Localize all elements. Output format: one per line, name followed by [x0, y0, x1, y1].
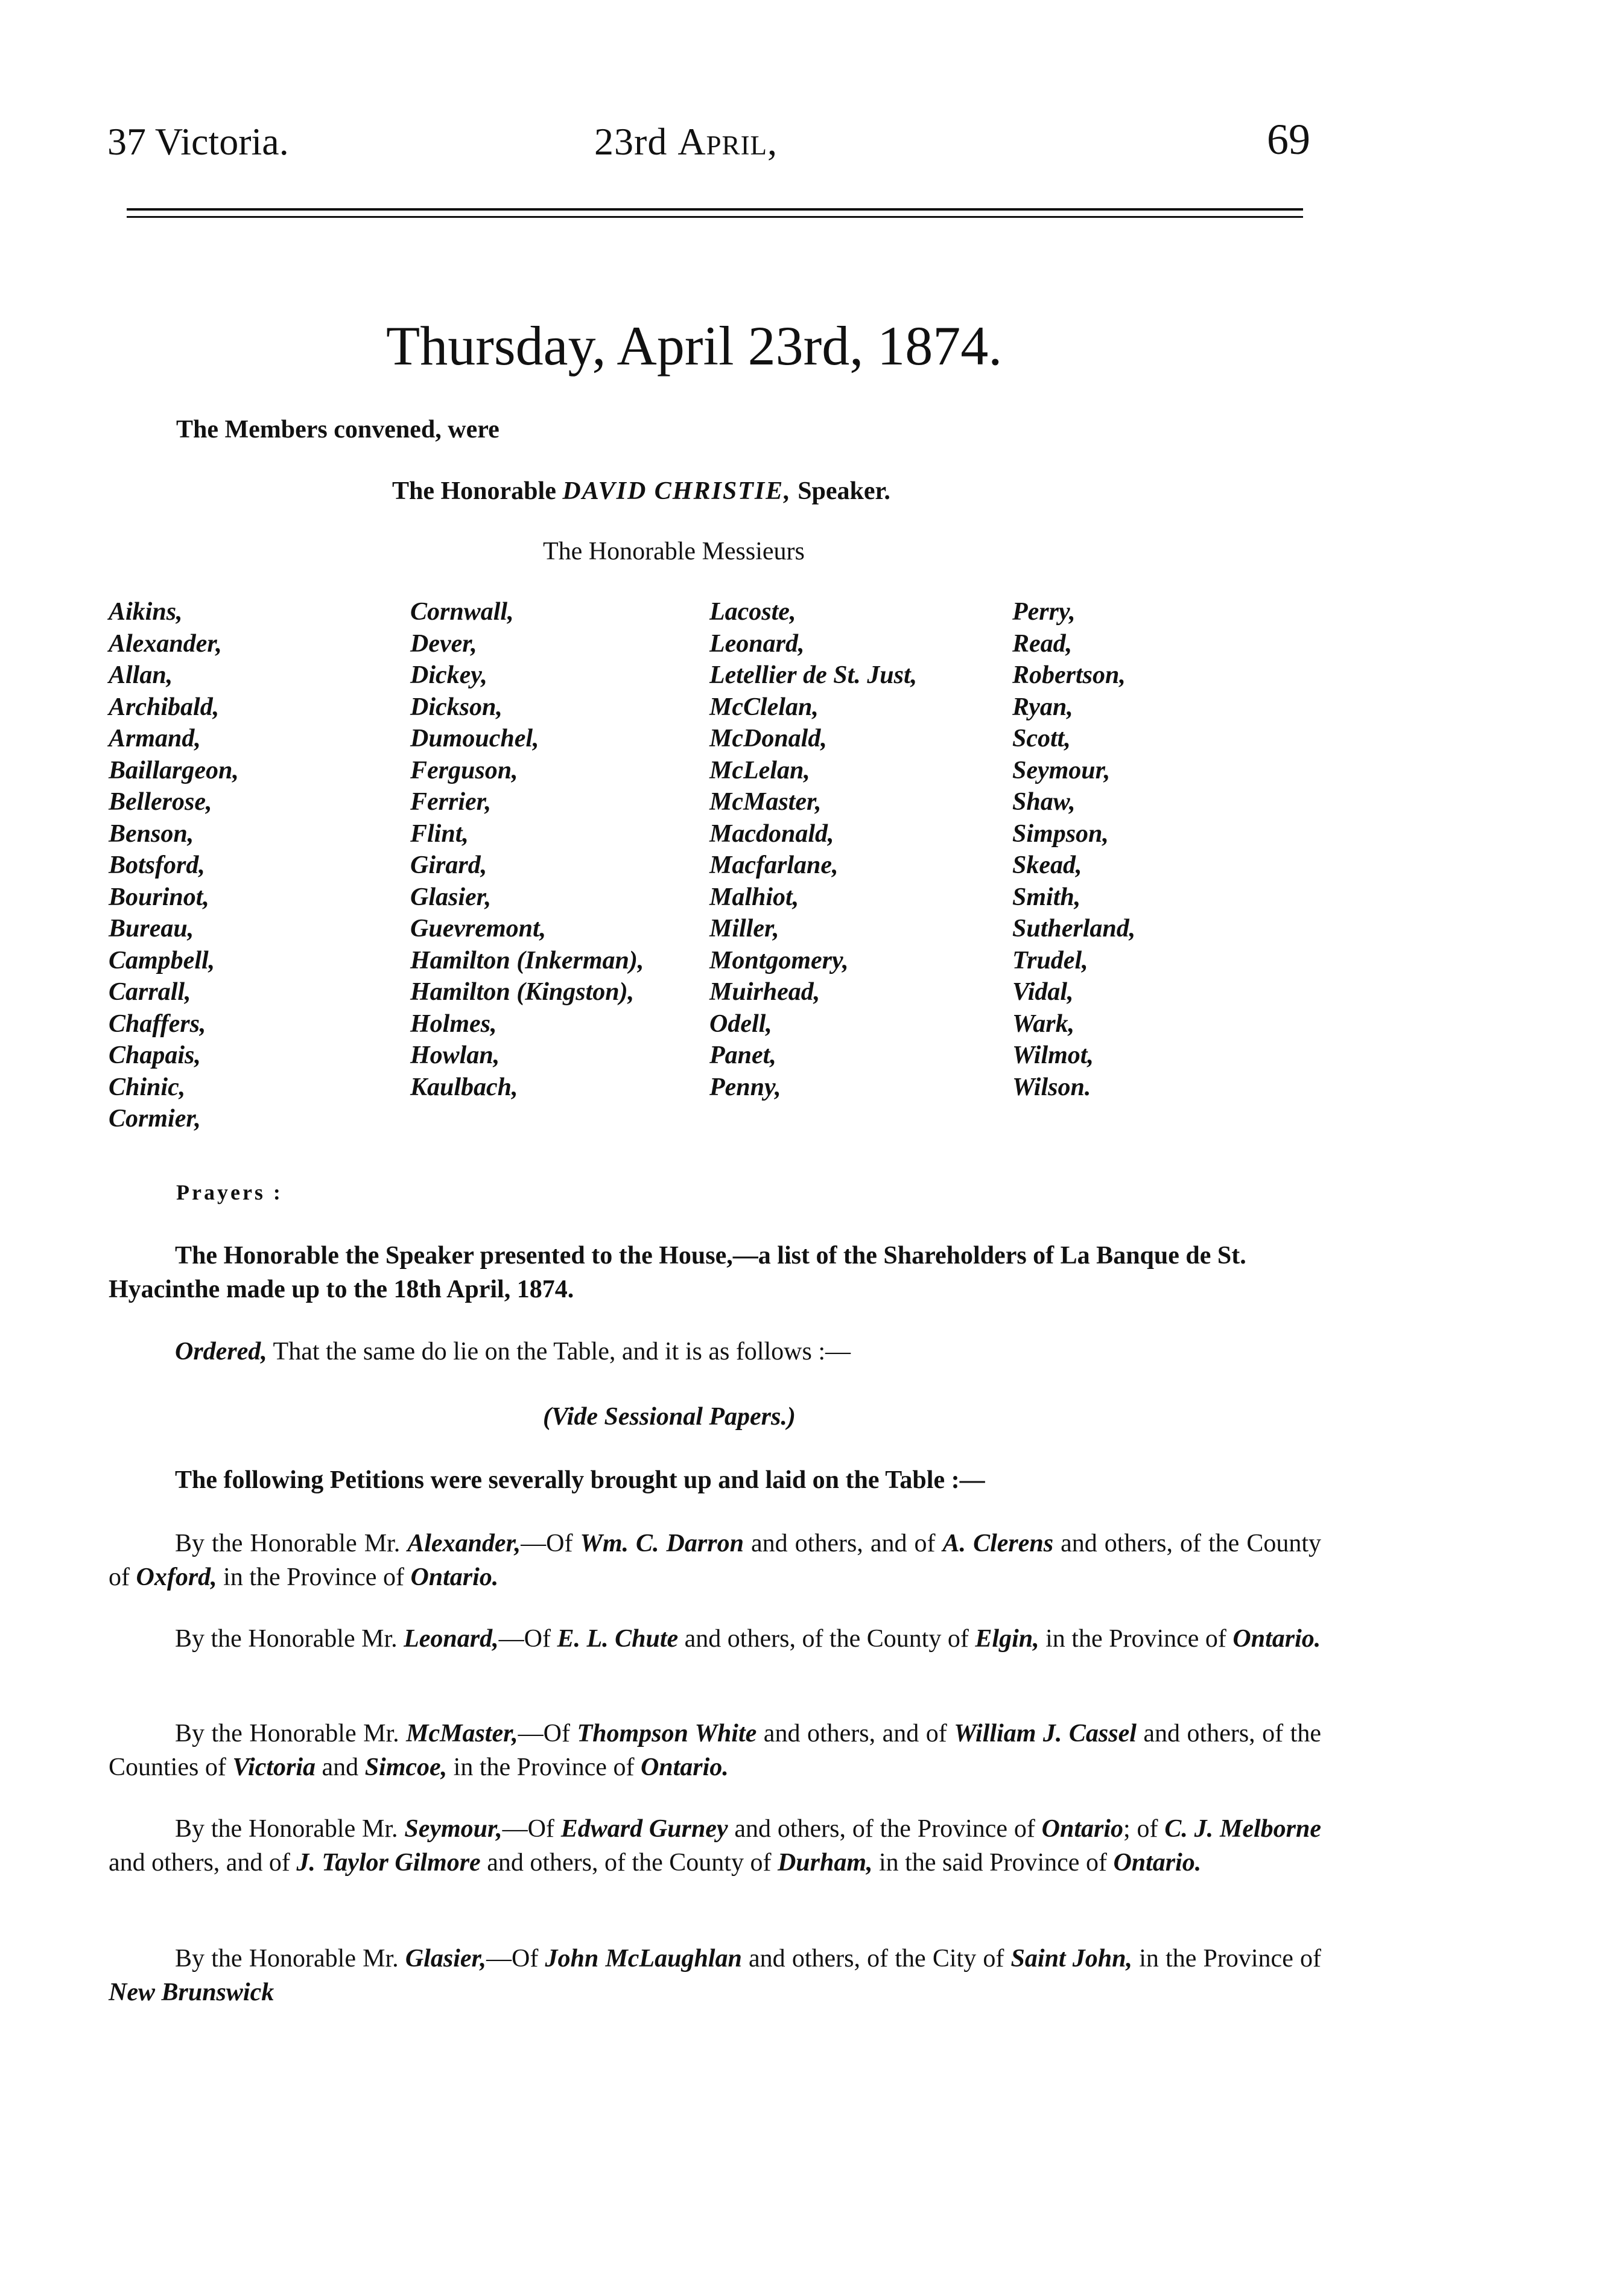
member-name: Seymour,	[1012, 756, 1111, 784]
member-name: Bureau,	[109, 915, 194, 943]
member-name: Panet,	[709, 1041, 776, 1069]
members-column-3	[709, 596, 917, 1103]
member-name: Malhiot,	[709, 883, 799, 911]
member-name: Holmes,	[410, 1009, 497, 1038]
petition-text: in the Province of	[1132, 1945, 1322, 1973]
member-name: Simpson,	[1012, 819, 1109, 848]
member-name: Odell,	[709, 1009, 772, 1038]
petitioner-name: William J. Cassel	[954, 1720, 1137, 1747]
member-name: Read,	[1012, 629, 1073, 658]
member-ref: McMaster,	[406, 1720, 518, 1747]
member-name: Aikins,	[109, 598, 183, 626]
member-name: Letellier de St. Just,	[709, 661, 918, 689]
speaker-presentation-paragraph	[109, 1239, 1321, 1306]
petition-paragraph	[109, 1622, 1321, 1656]
vide-sessional-papers: (Vide Sessional Papers.)	[543, 1403, 796, 1431]
place-name: Ontario.	[1113, 1849, 1202, 1877]
member-name: Cornwall,	[410, 598, 514, 626]
petition-text: and others, of the County of	[480, 1849, 778, 1877]
petitioner-name: C. J. Melborne	[1164, 1815, 1321, 1843]
member-name: Dickson,	[410, 693, 503, 721]
member-name: Dever,	[410, 629, 477, 658]
place-name: Ontario	[1041, 1815, 1124, 1843]
member-name: Vidal,	[1012, 978, 1074, 1006]
member-name: Dickey,	[410, 661, 487, 689]
place-name: Simcoe,	[364, 1753, 448, 1781]
member-name: Wark,	[1012, 1009, 1075, 1038]
petition-text: and others, and of	[109, 1849, 297, 1877]
petition-text: —Of	[486, 1945, 545, 1973]
member-name: Skead,	[1012, 851, 1082, 879]
paragraph-text: The Honorable the Speaker presented to the House,—a list of the Shareholders of La Banque de St. Hyacinthe made up to the 18th April, 1874.	[109, 1242, 1246, 1303]
petitioner-name: Wm. C. Darron	[580, 1530, 744, 1557]
member-name: Ferguson,	[410, 756, 518, 784]
petition-text: and others, and of	[743, 1530, 943, 1557]
member-name: McLelan,	[709, 756, 810, 784]
place-name: Victoria	[232, 1753, 316, 1781]
member-name: Scott,	[1012, 725, 1071, 752]
member-name: Sutherland,	[1012, 915, 1136, 943]
member-name: Botsford,	[109, 851, 205, 879]
member-ref: Alexander,	[407, 1530, 521, 1557]
member-name: Miller,	[709, 915, 779, 943]
member-name: McClelan,	[709, 693, 819, 721]
member-name: Shaw,	[1012, 788, 1076, 816]
member-name: Bourinot,	[109, 883, 209, 911]
petition-text: By the Honorable Mr.	[175, 1720, 407, 1747]
speaker-line	[392, 477, 890, 506]
member-name: Muirhead,	[709, 978, 820, 1006]
petitions-intro: The following Petitions were severally brought up and laid on the Table :—	[175, 1466, 985, 1494]
petitioner-name: Edward Gurney	[560, 1815, 728, 1843]
header-rule	[127, 208, 1303, 211]
members-column-2	[410, 596, 644, 1103]
member-name: Benson,	[109, 819, 194, 848]
member-name: Glasier,	[410, 883, 492, 911]
place-name: Ontario.	[1232, 1625, 1321, 1653]
petition-text: and others, of the County of	[109, 1530, 1322, 1591]
petition-text: and	[316, 1753, 365, 1781]
member-name: Macdonald,	[709, 819, 834, 848]
member-name: Chapais,	[109, 1041, 201, 1069]
page-number: 69	[1267, 115, 1310, 164]
member-name: Alexander,	[109, 629, 222, 658]
place-name: Saint John,	[1010, 1945, 1133, 1973]
members-column-1	[109, 596, 239, 1135]
petition-text: —Of	[521, 1530, 580, 1557]
petition-text: and others, of the Counties of	[109, 1720, 1321, 1781]
header-rule-thin	[127, 216, 1303, 218]
petition-text: and others, of the Province of	[728, 1815, 1042, 1843]
member-name: Wilson.	[1012, 1073, 1091, 1101]
member-name: Bellerose,	[109, 788, 212, 816]
member-ref: Seymour,	[404, 1815, 503, 1843]
place-name: New Brunswick	[109, 1979, 274, 2006]
member-name: Guevremont,	[410, 915, 547, 943]
header-month: April,	[677, 120, 778, 163]
member-name: Ryan,	[1012, 693, 1073, 721]
member-name: Trudel,	[1012, 946, 1088, 974]
petition-text: —Of	[502, 1815, 561, 1843]
member-name: Allan,	[109, 661, 173, 689]
member-name: Campbell,	[109, 946, 215, 974]
member-name: Montgomery,	[709, 946, 849, 974]
ordered-word: Ordered,	[175, 1338, 267, 1365]
member-name: Penny,	[709, 1073, 781, 1101]
speaker-suffix: Speaker.	[798, 477, 890, 505]
petition-text: in the Province of	[217, 1563, 411, 1591]
member-name: Hamilton (Kingston),	[410, 978, 635, 1006]
member-name: Baillargeon,	[109, 756, 239, 784]
petition-paragraph	[109, 1717, 1321, 1784]
header-day: 23rd	[594, 120, 668, 163]
member-name: Ferrier,	[410, 788, 492, 816]
place-name: Durham,	[777, 1849, 873, 1877]
place-name: Oxford,	[136, 1563, 217, 1591]
petition-text: in the Province of	[447, 1753, 641, 1781]
member-name: Cormier,	[109, 1105, 201, 1133]
member-name: Dumouchel,	[410, 725, 539, 752]
member-name: Girard,	[410, 851, 487, 879]
petition-paragraph	[109, 1527, 1321, 1594]
member-name: Chaffers,	[109, 1009, 206, 1038]
member-name: Flint,	[410, 819, 469, 848]
member-name: Kaulbach,	[410, 1073, 518, 1101]
member-name: Wilmot,	[1012, 1041, 1094, 1069]
member-ref: Leonard,	[404, 1625, 499, 1653]
petition-text: By the Honorable Mr.	[175, 1625, 404, 1653]
members-column-4	[1012, 596, 1135, 1103]
place-name: Ontario.	[640, 1753, 729, 1781]
petition-paragraph	[109, 1942, 1321, 2009]
member-ref: Glasier,	[405, 1945, 487, 1973]
member-name: McMaster,	[709, 788, 822, 816]
petition-text: —Of	[518, 1720, 577, 1747]
petition-text: and others, of the City of	[741, 1945, 1011, 1973]
petition-text: By the Honorable Mr.	[175, 1815, 405, 1843]
speaker-name: DAVID CHRISTIE,	[562, 477, 791, 505]
petitioner-name: E. L. Chute	[557, 1625, 679, 1653]
messieurs-heading: The Honorable Messieurs	[543, 538, 805, 565]
running-header-left: 37 Victoria.	[107, 120, 289, 163]
member-name: Carrall,	[109, 978, 191, 1006]
petition-text: and others, and of	[756, 1720, 954, 1747]
petition-paragraph	[109, 1812, 1321, 1880]
petitioner-name: John McLaughlan	[545, 1945, 742, 1973]
member-name: Smith,	[1012, 883, 1081, 911]
place-name: Elgin,	[975, 1625, 1039, 1653]
petitioner-name: A. Clerens	[942, 1530, 1054, 1557]
petitioner-name: Thompson White	[577, 1720, 757, 1747]
petitioner-name: J. Taylor Gilmore	[296, 1849, 481, 1877]
page-title: Thursday, April 23rd, 1874.	[386, 315, 1003, 377]
petition-text: and others, of the County of	[678, 1625, 975, 1653]
place-name: Ontario.	[410, 1563, 499, 1591]
intro-line: The Members convened, were	[176, 416, 500, 444]
member-name: Hamilton (Inkerman),	[410, 946, 644, 974]
member-name: Perry,	[1012, 598, 1076, 626]
petition-text: in the said Province of	[872, 1849, 1114, 1877]
prayers-heading: Prayers :	[176, 1180, 283, 1204]
petition-text: By the Honorable Mr.	[175, 1530, 408, 1557]
member-name: Robertson,	[1012, 661, 1126, 689]
petition-text: in the Province of	[1039, 1625, 1233, 1653]
member-name: Lacoste,	[709, 598, 796, 626]
member-name: Armand,	[109, 725, 201, 752]
petition-text: ; of	[1123, 1815, 1165, 1843]
ordered-paragraph	[175, 1335, 851, 1369]
member-name: Macfarlane,	[709, 851, 839, 879]
speaker-prefix: The Honorable	[392, 477, 556, 505]
member-name: Leonard,	[709, 629, 805, 658]
member-name: McDonald,	[709, 725, 827, 752]
member-name: Howlan,	[410, 1041, 500, 1069]
running-header-date	[594, 119, 778, 164]
ordered-text: That the same do lie on the Table, and it is as follows :—	[267, 1338, 851, 1365]
petition-text: —Of	[498, 1625, 557, 1653]
member-name: Archibald,	[109, 693, 220, 721]
petition-text: By the Honorable Mr.	[175, 1945, 405, 1973]
member-name: Chinic,	[109, 1073, 186, 1101]
